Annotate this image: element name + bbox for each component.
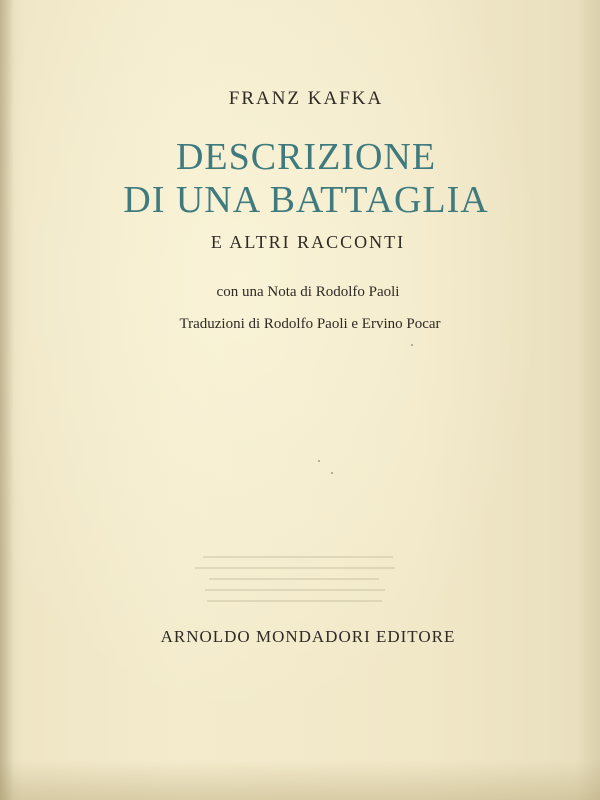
paper-speck: [331, 472, 333, 474]
paper-speck: [411, 344, 413, 346]
book-title-line-2: DI UNA BATTAGLIA: [123, 179, 489, 221]
paper-speck: [318, 460, 320, 462]
spine-shadow: [0, 0, 14, 800]
note-credit: con una Nota di Rodolfo Paoli: [216, 284, 400, 300]
show-through-text: [195, 556, 400, 618]
translation-credit: Traduzioni di Rodolfo Paoli e Ervino Pocar: [179, 316, 441, 332]
book-subtitle: E ALTRI RACCONTI: [210, 232, 406, 252]
author-name: FRANZ KAFKA: [228, 88, 384, 109]
publisher-name: ARNOLDO MONDADORI EDITORE: [160, 627, 456, 646]
book-title-line-1: DESCRIZIONE: [175, 136, 437, 178]
paper-stain: [0, 760, 600, 800]
